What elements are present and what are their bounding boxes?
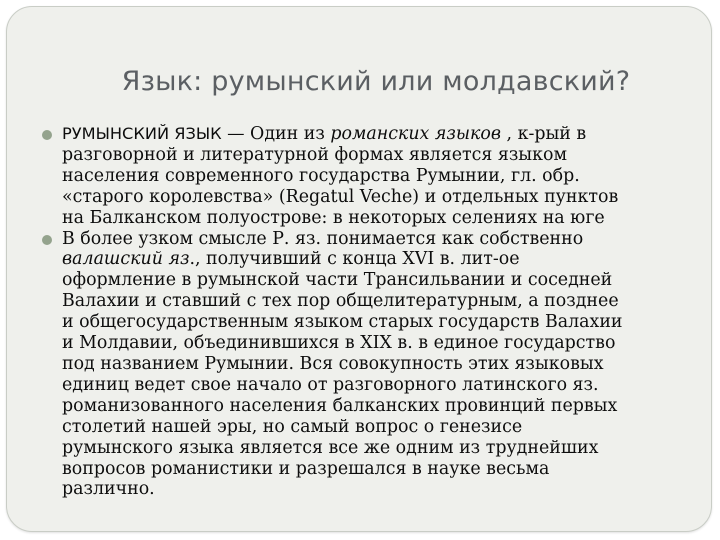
text-line: вопросов романистики и разрешался в науке весьма [62, 458, 550, 479]
text-line [62, 249, 682, 270]
text-fragment: , к-рый в [501, 124, 587, 144]
text-line: единиц ведет свое начало от разговорного латинского яз. [62, 374, 599, 395]
term-heading: РУМЫНСКИЙ ЯЗЫК [62, 124, 222, 143]
italic-term: романских языков [330, 124, 501, 144]
bullet-dot-icon [42, 235, 52, 245]
text-line [62, 124, 682, 145]
slide-title: Язык: румынский или молдавский? [121, 66, 631, 97]
text-line: «старого королевства» (Regatul Veche) и отдельных пунктов [62, 186, 619, 207]
text-line: на Балканском полуострове: в некоторых селениях на юге [62, 207, 605, 228]
bullet-dot-icon [42, 130, 52, 140]
text-line: столетий нашей эры, но самый вопрос о генезисе [62, 416, 523, 437]
text-line: и общегосударственным языком старых государств Валахии [62, 312, 623, 333]
bullet-item [42, 229, 682, 501]
text-line: В более узком смысле Р. яз. понимается как собственно [62, 228, 584, 249]
text-line: населения современного государства Румынии, гл. обр. [62, 165, 580, 186]
text-line: разговорной и литературной формах является языком [62, 144, 568, 165]
text-line: румынского языка является все же одним из труднейших [62, 437, 599, 458]
text-line: и Молдавии, объединившихся в XIX в. в единое государство [62, 333, 616, 354]
text-line: различно. [62, 479, 155, 500]
text-fragment: ., получивший с конца XVI в. лит-ое [189, 249, 520, 270]
italic-term: валашский яз [62, 249, 190, 270]
text-line: под названием Румынии. Вся совокупность этих языковых [62, 353, 604, 374]
text-line: Валахии и ставший с тех пор общелитературным, а позднее [62, 291, 619, 312]
text-line: романизованного населения балканских провинций первых [62, 395, 618, 416]
slide-body [42, 124, 682, 500]
bullet-item [42, 124, 682, 229]
text-fragment: — Один из [221, 124, 331, 144]
text-line: оформление в румынской части Трансильвании и соседней [62, 270, 613, 291]
